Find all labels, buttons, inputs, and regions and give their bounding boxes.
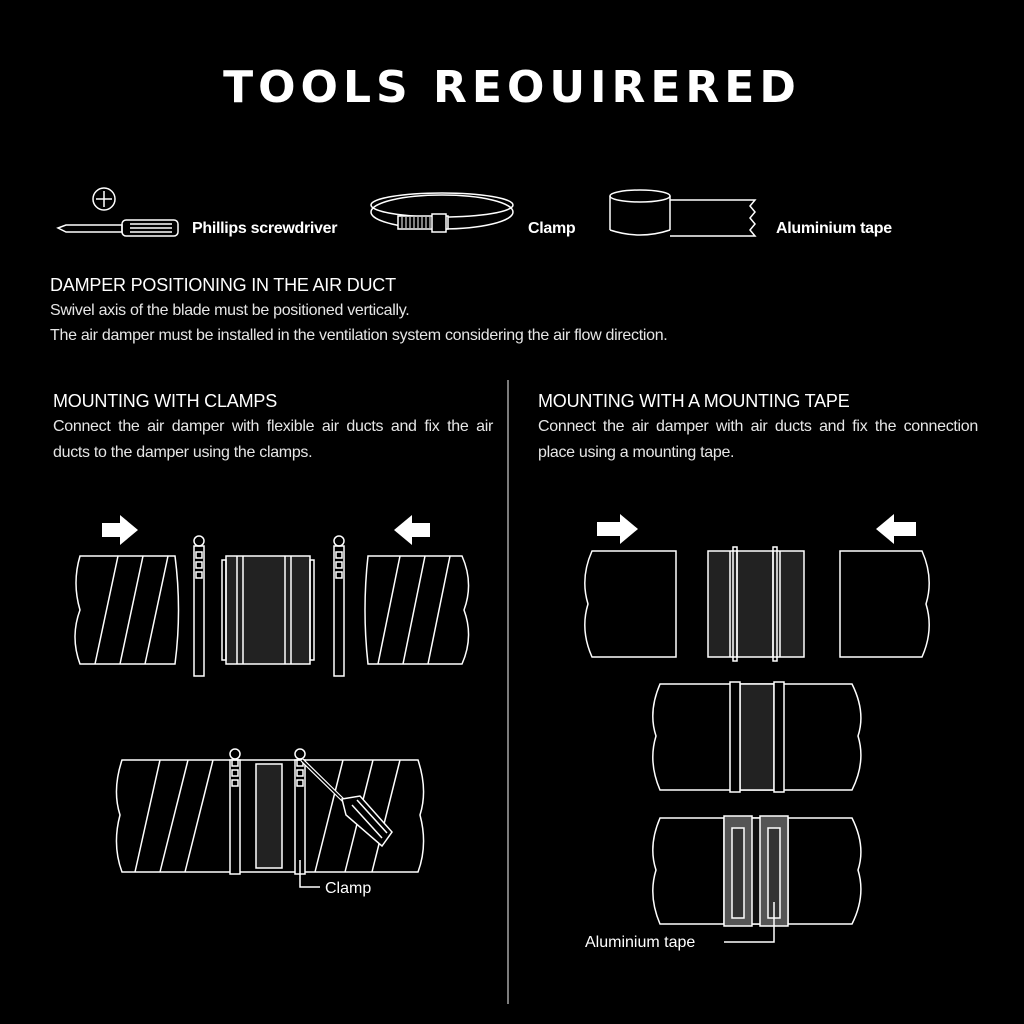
flexible-duct-left xyxy=(75,556,179,664)
arrow-right-side-left xyxy=(597,514,638,544)
tape-description: Connect the air damper with air ducts and fix the connection place using a mounting tape. xyxy=(538,418,978,461)
tape-heading: MOUNTING WITH A MOUNTING TAPE xyxy=(538,391,850,411)
arrow-right-in xyxy=(394,515,430,545)
tool-label-screwdriver: Phillips screwdriver xyxy=(192,220,338,237)
screwdriver-icon xyxy=(58,188,178,236)
damper-right-diagram xyxy=(708,547,804,661)
rigid-duct-right xyxy=(840,551,929,657)
taped-duct xyxy=(653,816,861,926)
clamp-band-right xyxy=(334,536,344,676)
tape-roll-icon xyxy=(610,190,755,236)
arrow-left-in xyxy=(102,515,138,545)
clamp-icon xyxy=(371,193,513,232)
screwdriver-in-use-icon xyxy=(302,760,392,846)
clamps-description: Connect the air damper with flexible air ducts and fix the air ducts to the damper using the clamps. xyxy=(53,418,493,461)
tape-callout-label: Aluminium tape xyxy=(585,934,696,951)
damper-left-diagram xyxy=(222,556,314,664)
clamp-callout-label: Clamp xyxy=(325,880,372,897)
arrow-right-side-right xyxy=(876,514,916,544)
assembled-duct-with-clamps xyxy=(116,749,423,874)
clamps-heading: MOUNTING WITH CLAMPS xyxy=(53,391,277,411)
tool-label-tape: Aluminium tape xyxy=(776,220,892,237)
clamp-band-left xyxy=(194,536,204,676)
flexible-duct-right xyxy=(365,556,469,664)
rigid-duct-left xyxy=(585,551,676,657)
tool-label-clamp: Clamp xyxy=(528,220,576,237)
positioning-line-2: The air damper must be installed in the ventilation system considering the air flow direction. xyxy=(50,327,668,344)
page-title: TOOLS REOUIRERED xyxy=(223,62,801,113)
assembled-rigid-duct xyxy=(653,682,861,792)
positioning-line-1: Swivel axis of the blade must be positioned vertically. xyxy=(50,302,410,319)
positioning-heading: DAMPER POSITIONING IN THE AIR DUCT xyxy=(50,275,396,295)
